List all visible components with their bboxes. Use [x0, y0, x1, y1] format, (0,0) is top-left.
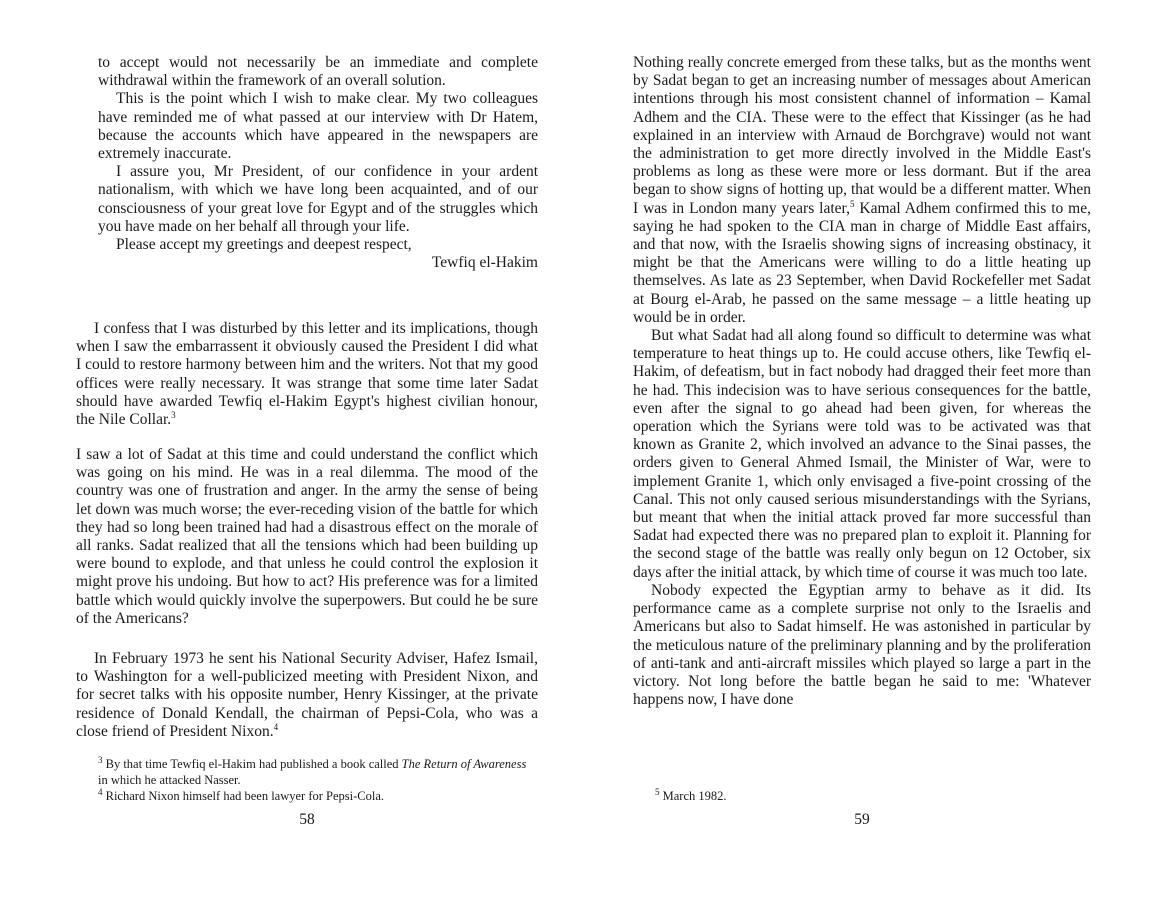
paragraph-confess — [76, 320, 538, 429]
footnote-ref: 3 — [171, 409, 176, 420]
paragraph-text: Nothing really concrete emerged from these talks, but as the months went by Sadat began to get an increasing number of messages about American intentions through his most consistent channel of information – Kamal Adhem and the CIA. These were to the effect that Kissinger (as he had explained in an interview with Arnaud de Borchgrave) would not want the administration to get more directly involved in the Middle East's problems as long as these were more or less dormant. But if the area began to show signs of hotting up, that would be a different matter. When I was in London many years later,$^5$ Kamal Adhem confirmed this to me, saying he had spoken to the CIA man in charge of Middle East affairs, and that now, with the Israelis showing signs of increasing obstinacy, it might be that the Americans were willing to do a little heating up themselves. As late as 23 September, when David Rockefeller met Sadat at Bourg el-Arab, he passed on the same message – a little heating up would be in order. — [633, 54, 1091, 326]
footnotes — [76, 756, 538, 804]
paragraph-february — [76, 650, 538, 741]
paragraph-text: I confess that I was disturbed by this letter and its implications, though when I saw the embarrassent it obviously caused the President I did what I could to restore harmony between him and the writers. Not that my good offices were really necessary. It was strange that some time later Sadat should have awarded Tewfiq el-Hakim Egypt's highest civilian honour, the Nile Collar. — [76, 320, 538, 429]
paragraph-text: Nobody expected the Egyptian army to behave as it did. Its performance came as a complete surprise not only to the Israelis and Americans but also to Sadat himself. He was astonished in particular by the meticulous nature of the preliminary planning and by the proliferation of anti-tank and anti-aircraft missiles which played so large a part in the victory. Not long before the battle began he said to me: 'Whatever happens now, I have done — [633, 581, 1091, 709]
letter-paragraph: to accept would not necessarily be an immediate and complete withdrawal within the framework of an overall solution. — [98, 54, 538, 90]
letter-text — [76, 54, 538, 272]
letter-signature: Tewfiq el-Hakim — [431, 254, 538, 272]
letter-paragraph: This is the point which I wish to make clear. My two colleagues have reminded me of what passed at our interview with Dr Hatem, because the accounts which have appeared in the newspapers are extremely inaccurate. — [98, 90, 538, 163]
page-number: 59 — [854, 811, 870, 828]
letter-closing: Please accept my greetings and deepest respect, — [116, 236, 412, 254]
footnotes — [633, 788, 1091, 804]
letter-paragraph: I assure you, Mr President, of our confidence in your ardent nationalism, with which we have long been acquainted, and of our consciousness of your great love for Egypt and of the struggles which you have made on her behalf all through your life. — [98, 163, 538, 235]
page-number: 58 — [299, 811, 315, 828]
footnote-3: $^3$ By that time Tewfiq el-Hakim had published a book called The Return of Awareness in which he attacked Nasser. — [98, 754, 527, 787]
paragraph-text: I saw a lot of Sadat at this time and could understand the conflict which was going on his mind. He was in a real dilemma. The mood of the country was one of frustration and anger. In the army the sense of being let down was much worse; the ever-receding vision of the battle for which they had so long been trained had had a disastrous effect on the morale of all ranks. Sadat realized that all the tensions which had been building up were bound to explode, and that unless he could control the explosion it might prove his undoing. But how to act? His preference was for a limited battle which would quickly involve the superpowers. But could he be sure of the Americans? — [76, 446, 538, 627]
paragraph-text: But what Sadat had all along found so difficult to determine was what temperature to heat things up to. He could accuse others, like Tewfiq el-Hakim, of defeatism, but in fact nobody had dragged their feet more than he had. This indecision was to have serious consequences for the battle, even after the signal to go ahead had been given, for whereas the operation which the Syrians were told was to be activated was that known as Granite 2, which involved an advance to the Sinai passes, the orders given to General Ahmed Ismail, the Minister of War, were to implement Granite 1, which only envisaged a five-point crossing of the Canal. This not only caused serious misunderstandings with the Syrians, but meant that when the initial attack proved far more successful than Sadat had expected there was no prepared plan to exploit it. Planning for the second stage of the battle was really only begun on 12 October, six days after the initial attack, by which time of course it was much too late. — [633, 327, 1091, 581]
footnote-5: $^5$ March 1982. — [655, 786, 727, 803]
paragraph-saw — [76, 446, 538, 628]
footnote-ref: 5 — [849, 198, 855, 209]
book-title: The Return of Awareness — [401, 757, 527, 771]
footnote-4: $^4$ Richard Nixon himself had been lawyer for Pepsi-Cola. — [98, 786, 385, 803]
paragraph-text: In February 1973 he sent his National Security Adviser, Hafez Ismail, to Washington for a well-publicized meeting with President Nixon, and for secret talks with his opposite number, Henry Kissinger, at the private residence of Donald Kendall, the chairman of Pepsi-Cola, who was a close friend of President Nixon. — [76, 650, 538, 740]
right-text — [633, 54, 1091, 709]
footnote-ref: 4 — [273, 721, 279, 732]
